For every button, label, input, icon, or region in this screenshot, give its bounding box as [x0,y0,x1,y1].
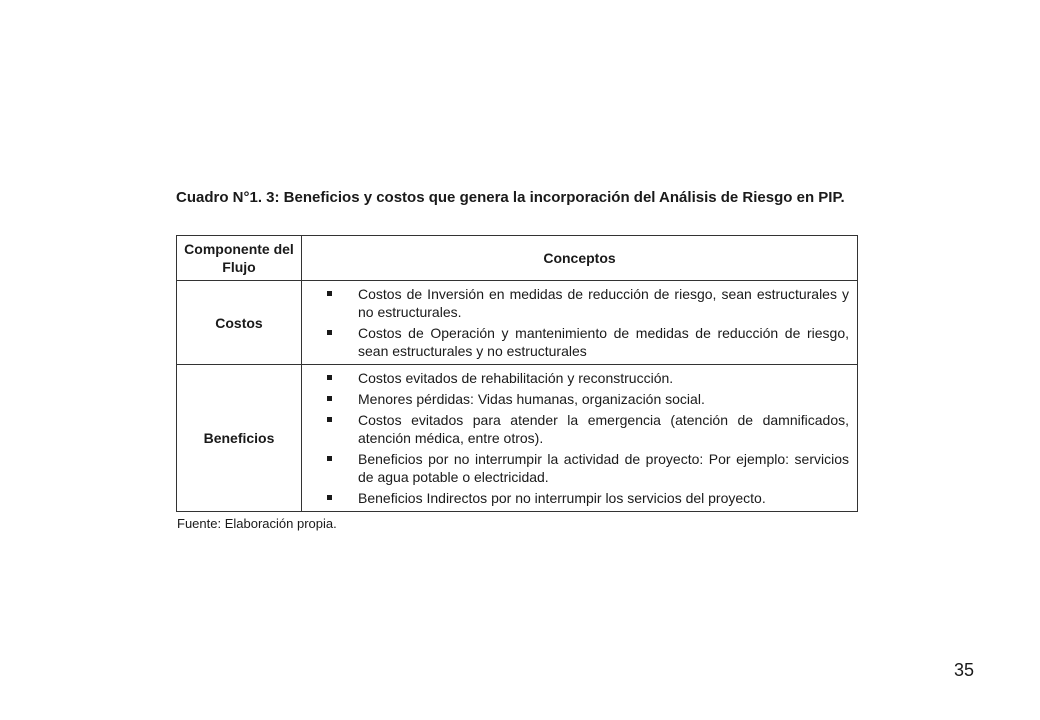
list-item [358,489,849,507]
header-component: Componente del Flujo [177,236,302,281]
list-item-text: Costos evitados para atender la emergencia (atención de damnificados, atención médica, entre otros). [358,412,849,446]
bullet-icon [327,291,332,296]
list-item [358,450,849,486]
list-item [358,324,849,360]
bullet-icon [327,396,332,401]
bullet-icon [327,495,332,500]
bullet-icon [327,330,332,335]
beneficios-list [358,369,849,507]
list-item-text: Menores pérdidas: Vidas humanas, organización social. [358,391,705,407]
list-item-text: Costos evitados de rehabilitación y reconstrucción. [358,370,674,386]
list-item [358,369,849,387]
page-number: 35 [954,660,975,680]
row-content-beneficios [302,365,858,512]
list-item-text: Beneficios Indirectos por no interrumpir los servicios del proyecto. [358,490,766,506]
benefits-costs-table [176,235,858,512]
header-concepts: Conceptos [302,236,858,281]
bullet-icon [327,375,332,380]
table-row-beneficios [177,365,858,512]
list-item [358,390,849,408]
table-caption: Cuadro N°1. 3: Beneficios y costos que genera la incorporación del Análisis de Riesgo en PIP. [176,189,845,206]
list-item-text: Costos de Inversión en medidas de reducción de riesgo, sean estructurales y no estructurales. [358,286,849,320]
list-item-text: Beneficios por no interrumpir la actividad de proyecto: Por ejemplo: servicios de agua potable o electricidad. [358,451,849,485]
bullet-icon [327,456,332,461]
costos-list [358,285,849,360]
table-row-costos [177,281,858,365]
list-item [358,285,849,321]
list-item [358,411,849,447]
table-header-row [177,236,858,281]
row-label-beneficios: Beneficios [177,365,302,512]
bullet-icon [327,417,332,422]
source-note: Fuente: Elaboración propia. [177,516,337,531]
row-content-costos [302,281,858,365]
row-label-costos: Costos [177,281,302,365]
list-item-text: Costos de Operación y mantenimiento de medidas de reducción de riesgo, sean estructurales y no estructurales [358,325,849,359]
